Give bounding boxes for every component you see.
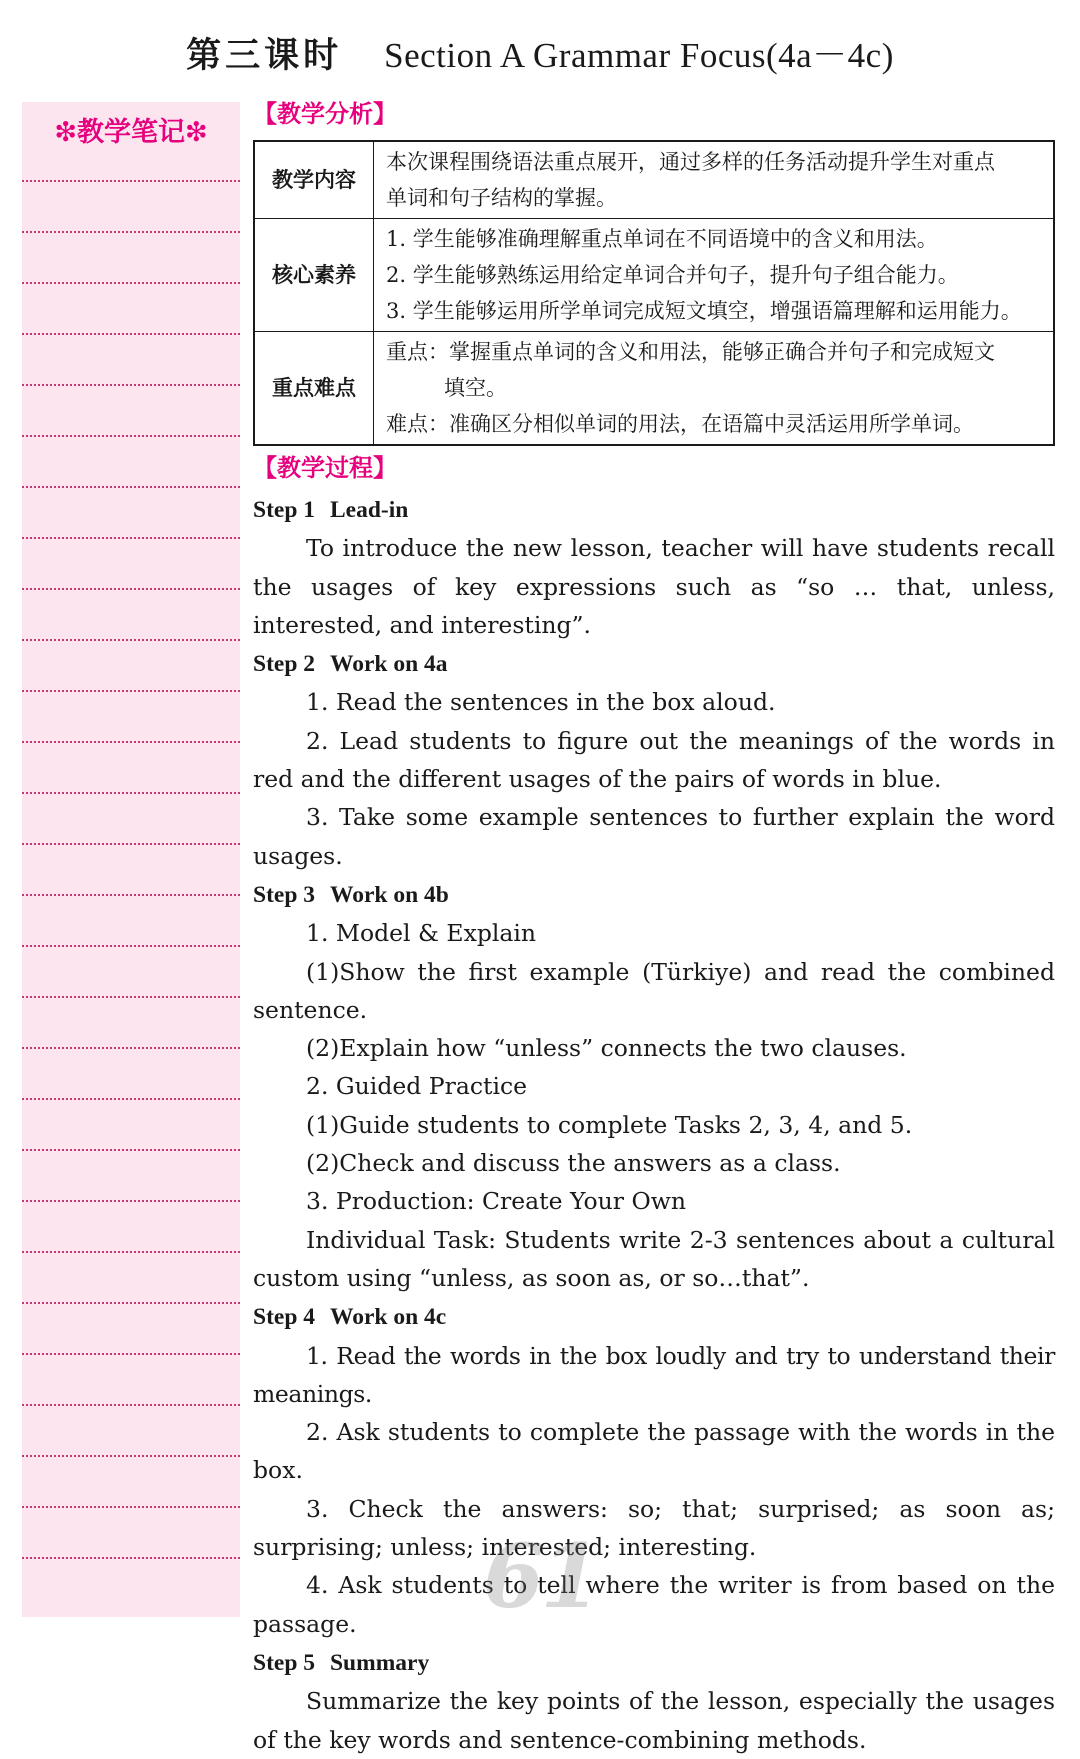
note-line: [22, 1557, 240, 1559]
note-line: [22, 996, 240, 998]
note-line: [22, 333, 240, 335]
lesson-label: 第三课时: [186, 36, 343, 76]
content-line: 填空。: [444, 376, 507, 400]
step-item: (1)Guide students to complete Tasks 2, 3, 4, and 5.: [306, 1110, 913, 1139]
note-line: [22, 741, 240, 743]
step-item: 3. Take some example sentences to further explain the word usages.: [253, 803, 1055, 870]
step-number: Step 3: [253, 881, 316, 908]
note-line: [22, 1200, 240, 1202]
content-line: 单词和句子结构的掌握。: [386, 186, 617, 210]
step-item: 4. Ask students to tell where the writer is from based on the passage.: [253, 1571, 1055, 1638]
note-line: [22, 1149, 240, 1151]
note-line: [22, 1353, 240, 1355]
step-item: 3. Check the answers: so; that; surprised; as soon as; surprising; unless; interested; interesting.: [253, 1494, 1055, 1562]
note-line: [22, 1047, 240, 1049]
analysis-table: [253, 140, 1055, 446]
step-title: Work on 4b: [329, 881, 449, 908]
note-line: [22, 537, 240, 539]
notes-title: ❇教学笔记❇: [54, 117, 208, 148]
table-row: [254, 141, 1054, 219]
step-item: 1. Read the words in the box loudly and try to understand their meanings.: [253, 1341, 1055, 1408]
note-line: [22, 894, 240, 896]
step-item: 2. Ask students to complete the passage with the words in the box.: [253, 1418, 1055, 1485]
content-line: 重点：掌握重点单词的含义和用法，能够正确合并句子和完成短文: [386, 340, 995, 364]
step-number: Step 5: [253, 1649, 316, 1676]
process-heading: 【教学过程】: [253, 454, 397, 482]
content-line: 本次课程围绕语法重点展开，通过多样的任务活动提升学生对重点: [386, 150, 995, 174]
step-heading: [253, 1643, 1055, 1682]
content-line: 2. 学生能够熟练运用给定单词合并句子，提升句子组合能力。: [386, 263, 959, 287]
step-title: Lead-in: [329, 497, 409, 523]
row-content: [374, 219, 1055, 332]
step-number: Step 4: [253, 1304, 316, 1331]
row-label: 重点难点: [254, 332, 374, 446]
row-label: 教学内容: [254, 141, 374, 219]
note-line: [22, 1302, 240, 1304]
note-line: [22, 231, 240, 233]
note-line: [22, 384, 240, 386]
note-line: [22, 843, 240, 845]
content-line: 1. 学生能够准确理解重点单词在不同语境中的含义和用法。: [386, 227, 938, 251]
note-line: [22, 792, 240, 794]
step-item: Individual Task: Students write 2-3 sentences about a cultural custom using “unless, as soon as, or so…that”.: [253, 1225, 1055, 1292]
step-item: 2. Guided Practice: [306, 1072, 528, 1101]
page-title: [0, 30, 1080, 82]
step-item: (2)Check and discuss the answers as a class.: [306, 1149, 841, 1178]
row-content: [374, 141, 1055, 219]
note-line: [22, 486, 240, 488]
step-item: 2. Lead students to figure out the meanings of the words in red and the different usages of the pairs of words in blue.: [253, 726, 1055, 794]
content-line: 难点：准确区分相似单词的用法，在语篇中灵活运用所学单词。: [386, 412, 974, 436]
teaching-process: [253, 490, 1055, 1759]
step-item: (2)Explain how “unless” connects the two clauses.: [306, 1034, 907, 1063]
teaching-notes-sidebar: [22, 102, 240, 1617]
step-item: 1. Model & Explain: [306, 919, 537, 948]
note-line: [22, 945, 240, 947]
table-row: [254, 332, 1054, 446]
content-line: 3. 学生能够运用所学单词完成短文填空，增强语篇理解和运用能力。: [386, 299, 1022, 323]
note-line: [22, 1455, 240, 1457]
table-row: [254, 219, 1054, 332]
section-title: Section A Grammar Focus(4a－4c): [384, 36, 894, 75]
row-label: 核心素养: [254, 219, 374, 332]
note-line: [22, 639, 240, 641]
step-heading: [253, 1297, 1055, 1336]
row-content: [374, 332, 1055, 446]
page-number: 61: [483, 1524, 598, 1628]
step-item: To introduce the new lesson, teacher will have students recall the usages of key expressions such as “so … that, unless, interested, and interesting”.: [253, 534, 1055, 639]
step-item: 3. Production: Create Your Own: [306, 1187, 686, 1216]
step-item: (1)Show the first example (Türkiye) and read the combined sentence.: [253, 957, 1055, 1024]
note-line: [22, 1404, 240, 1406]
note-line: [22, 588, 240, 590]
step-item: Summarize the key points of the lesson, especially the usages of the key words and sentence-combining methods.: [253, 1687, 1055, 1754]
step-title: Work on 4a: [329, 651, 448, 678]
step-number: Step 2: [253, 651, 316, 678]
step-item: 1. Read the sentences in the box aloud.: [306, 688, 776, 717]
step-title: Work on 4c: [329, 1304, 447, 1331]
note-line: [22, 1506, 240, 1508]
note-line: [22, 1251, 240, 1253]
step-heading: [253, 875, 1055, 914]
step-number: Step 1: [253, 497, 316, 523]
step-heading: [253, 644, 1055, 683]
note-line: [22, 1098, 240, 1100]
note-line: [22, 282, 240, 284]
step-title: Summary: [329, 1649, 430, 1676]
note-line: [22, 435, 240, 437]
analysis-heading: 【教学分析】: [253, 100, 397, 128]
step-heading: [253, 490, 1055, 529]
note-line: [22, 690, 240, 692]
note-line: [22, 180, 240, 182]
